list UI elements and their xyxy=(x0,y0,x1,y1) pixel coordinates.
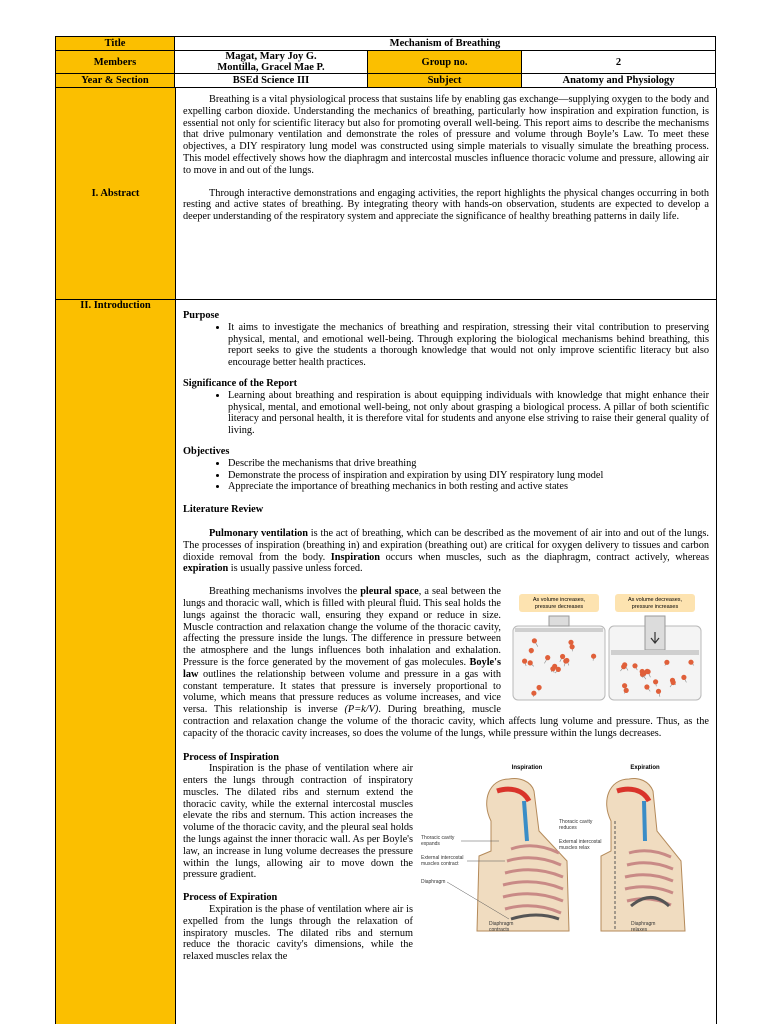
expiration-heading: Process of Expiration xyxy=(183,892,278,904)
gas-molecule xyxy=(529,648,534,653)
inspiration-heading: Process of Inspiration xyxy=(183,751,279,763)
inspiration-text: Inspiration is the phase of ventilation where air enters the lungs through contraction of inspiratory muscles. The dilated ribs and sternum extend the thoracic cavity, while the external intercostal muscles elevate the ribs and sternum. This action increases the volume of the thoracic cavity, and the pleural seal holds the lungs against the inner thoracic wall. As per Boyle's law, an increase in lung volume decreases the pressure within the lungs, allowing air to move down the pressure gradient. xyxy=(183,763,413,881)
abstract-row xyxy=(56,88,716,300)
expiration-title: Expiration xyxy=(630,765,660,772)
lit1-text-b: occurs when muscles, such as the diaphragm, contract actively, whereas xyxy=(379,551,709,563)
gas-molecule xyxy=(642,671,647,676)
fig1-left-caption-1: As volume increases, xyxy=(532,597,586,604)
term-pulmonary-ventilation: Pulmonary ventilation xyxy=(209,527,308,539)
gas-molecule xyxy=(570,644,575,649)
label-intercostal-relax-2: muscles relax xyxy=(559,845,590,852)
left-container xyxy=(513,626,605,700)
members-label: Members xyxy=(56,51,175,74)
gas-molecule xyxy=(664,660,669,665)
expiration-figure xyxy=(601,779,685,932)
gas-molecule xyxy=(622,662,627,667)
gas-molecule xyxy=(522,659,527,664)
gas-molecule xyxy=(671,680,676,685)
label-thoracic-reduces-2: reduces xyxy=(559,825,577,832)
lit2-text-b: , a seal between the lungs and thoracic wall, which is filled with pleural fluid. This seal holds the lungs against the thoracic wall, ensuring they expand or reduce in size. Muscle contraction and relaxation change the volume of the thoracic cavity, affecting the pressure inside the lungs. The difference in pressure between the atmosphere and the lungs influences both inhalation and exhalation. Pressure is the force generated by the movement of gas molecules. xyxy=(183,586,502,668)
group-value: 2 xyxy=(522,51,716,74)
right-piston xyxy=(611,650,699,655)
lit2-text-a: Breathing mechanisms involves the xyxy=(209,586,361,598)
literature-paragraph-2 xyxy=(183,586,709,739)
literature-review-heading: Literature Review xyxy=(183,504,264,516)
boyles-law-figure xyxy=(509,592,709,704)
breathing-diagram xyxy=(419,761,709,941)
gas-molecule xyxy=(531,691,536,696)
objective-item: • Appreciate the importance of breathing mechanics in both resting and active states xyxy=(228,481,709,493)
objective-item: • Describe the mechanisms that drive breathing xyxy=(228,458,709,470)
purpose-item: • It aims to investigate the mechanics of breathing and respiration, stressing their vital contribution to preserving physical, mental, and emotional well-being. Through exploring the biological mechanisms behind breathing, this report seeks to give the students a thorough knowledge that would not only improve scientific literacy but also encourage better health practices. xyxy=(228,322,709,369)
significance-heading: Significance of the Report xyxy=(183,377,298,389)
label-diaphragm-relaxes-1: Diaphragm xyxy=(631,921,656,928)
label-thoracic-expands-1: Thoracic cavity xyxy=(421,835,455,842)
abstract-paragraph-1: Breathing is a vital physiological process that sustains life by enabling gas exchange—supplying oxygen to the body and expelling carbon dioxide. Understanding the mechanics of breathing, particularly how inspiration and expiration function, is essential not only for scientific literacy but also for promoting overall well-being. This report aims to describe the mechanisms that drive pulmonary ventilation and demonstrate the roles of pressure and volume through Boyle’s Law. To meet these objectives, a DIY respiratory lung model was constructed using simple materials to visually simulate the breathing process. This model effectively shows how the diaphragm and intercostal muscles influence thoracic volume and pressure, allowing air to move in and out of the lungs. xyxy=(183,94,709,176)
lit1-text-c: is usually passive unless forced. xyxy=(228,563,363,575)
group-label: Group no. xyxy=(368,51,522,74)
member-1: Magat, Mary Joy G. xyxy=(225,51,317,62)
title-label: Title xyxy=(56,37,175,51)
year-value: BSEd Science III xyxy=(175,74,368,88)
header-table xyxy=(55,36,716,88)
gas-molecule xyxy=(632,663,637,668)
fig1-right-caption-1: As volume decreases, xyxy=(627,597,683,604)
fig1-right-caption-2: pressure increases xyxy=(631,604,679,611)
label-thoracic-expands-2: expands xyxy=(421,841,440,848)
abstract-label: I. Abstract xyxy=(56,88,176,299)
subject-value: Anatomy and Physiology xyxy=(522,74,716,88)
term-inspiration: Inspiration xyxy=(330,551,380,563)
label-thoracic-reduces-1: Thoracic cavity xyxy=(559,819,593,826)
gas-molecule xyxy=(681,675,686,680)
term-pleural-space: pleural space xyxy=(360,586,419,598)
left-piston-handle xyxy=(549,616,569,626)
gas-molecule xyxy=(568,640,573,645)
gas-molecule xyxy=(550,666,555,671)
gas-molecule xyxy=(564,658,569,663)
term-expiration: expiration xyxy=(183,563,229,575)
fig1-left-caption-2: pressure decreases xyxy=(534,604,584,611)
gas-molecule xyxy=(560,654,565,659)
objectives-list xyxy=(183,458,709,493)
abstract-content xyxy=(176,88,716,299)
gas-molecule xyxy=(656,689,661,694)
introduction-content xyxy=(176,300,716,1024)
label-diaphragm-contracts-2: contracts xyxy=(489,927,510,934)
label-intercostal-contract-2: muscles contract xyxy=(421,861,459,868)
gas-molecule xyxy=(532,638,537,643)
objectives-heading: Objectives xyxy=(183,445,230,457)
label-intercostal-contract-1: External intercostal xyxy=(421,855,464,862)
member-2: Montilla, Gracel Mae P. xyxy=(217,62,325,73)
expiration-paragraph: Expiration is the phase of ventilation where air is expelled from the lungs through the relaxation of inspiratory muscles. The dilated ribs and sternum reduce the thoracic cavity's dimensions, while the relaxed muscles relax the xyxy=(183,904,413,963)
gas-molecule xyxy=(622,683,627,688)
label-diaphragm-contracts-1: Diaphragm xyxy=(489,921,514,928)
document-page xyxy=(55,36,715,1024)
label-intercostal-relax-1: External intercostal xyxy=(559,839,602,846)
significance-list xyxy=(183,390,709,437)
inspiration-title: Inspiration xyxy=(511,765,543,772)
introduction-label: II. Introduction xyxy=(56,300,176,1024)
significance-item: • Learning about breathing and respiration is about equipping individuals with knowledge that might enhance their physical, mental, and emotional well-being, not only about grasping a biological process. A pillar of both scientific literacy and personal health, it is therefore vital for students and anyone else striving to raise their general quality of living. xyxy=(228,390,709,437)
abstract-paragraph-2: Through interactive demonstrations and engaging activities, the report highlights the physical changes occurring in both resting and active states of breathing. By integrating theory with hands-on observation, students are expected to develop a deeper understanding of the respiratory system and appreciate the significance of healthy breathing patterns in daily life. xyxy=(183,187,709,223)
purpose-heading: Purpose xyxy=(183,310,220,321)
boyles-formula: (P=k/V) xyxy=(344,704,379,716)
lit2-text-c: outlines the relationship between volume and pressure in a gas with constant temperature. It states that pressure is inversely proportional to volume, which means that pressure reduces as volume increases, and vice versa. This relationship is inverse xyxy=(183,668,501,716)
label-diaphragm-relaxes-2: relaxes xyxy=(631,927,648,934)
literature-paragraph-1 xyxy=(183,528,709,575)
year-label: Year & Section xyxy=(56,74,175,88)
objective-item: • Demonstrate the process of inspiration and expiration by using DIY respiratory lung model xyxy=(228,470,709,482)
subject-label: Subject xyxy=(368,74,522,88)
term-boyles-law: Boyle's law xyxy=(183,656,501,680)
title-value: Mechanism of Breathing xyxy=(175,37,716,51)
members-value xyxy=(175,51,368,74)
gas-molecule xyxy=(688,660,693,665)
label-diaphragm: Diaphragm xyxy=(421,879,446,886)
lit2-text-d: . During breathing, muscle contraction and relaxation change the volume of the thoracic cavity, which affects lung volume and pressure. Thus, as the capacity of the thoracic cavity increases, so does the volume of the lungs, while pressure within the lungs decreases. xyxy=(183,704,709,739)
gas-molecule xyxy=(537,685,542,690)
purpose-list xyxy=(183,322,709,369)
left-piston xyxy=(515,628,603,632)
lit1-text-a: is the act of breathing, which can be described as the movement of air into and out of the lungs. The processes of inspiration (breathing in) and expiration (breathing out) are critical for oxygen delivery to tissues and carbon dioxide removal from the body. xyxy=(183,527,709,563)
report-body xyxy=(55,88,717,1024)
gas-molecule xyxy=(591,654,596,659)
introduction-row xyxy=(56,300,716,1024)
gas-molecule xyxy=(528,660,533,665)
gas-molecule xyxy=(545,655,550,660)
gas-molecule xyxy=(644,685,649,690)
gas-molecule xyxy=(653,679,658,684)
